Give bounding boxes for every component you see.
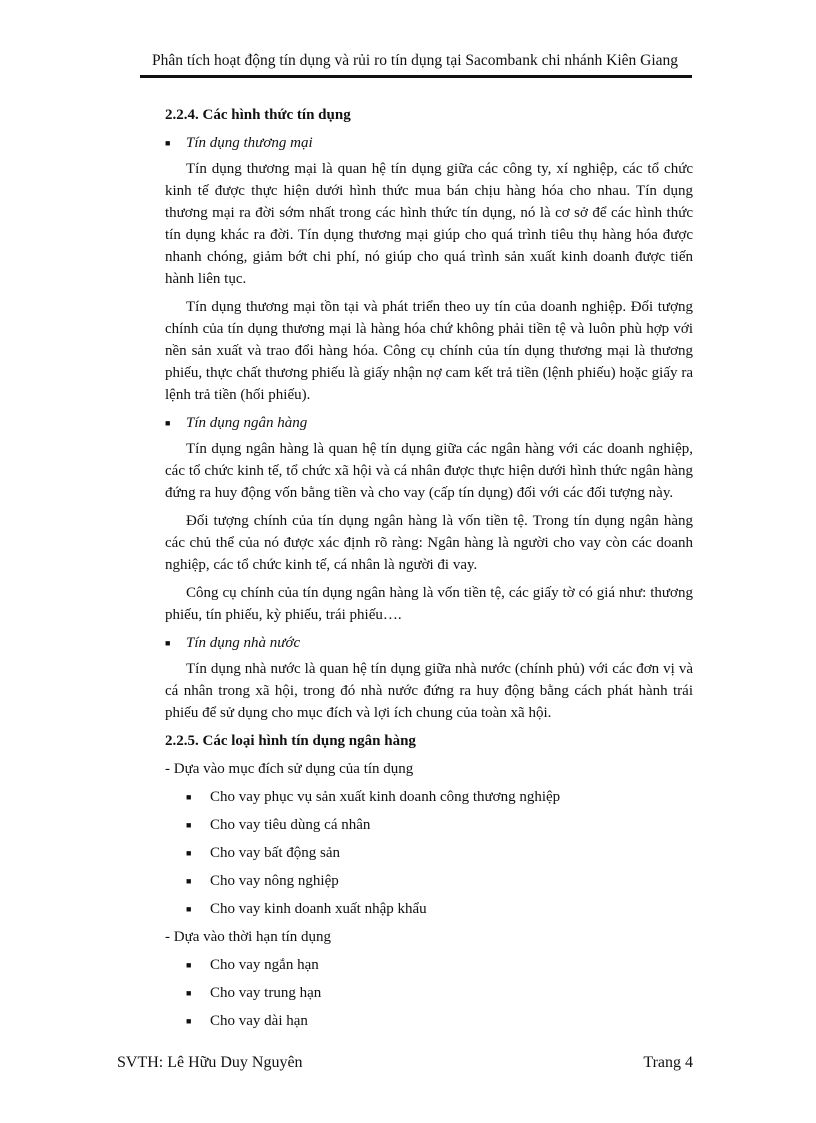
- square-bullet-icon: ■: [186, 1016, 192, 1026]
- footer-page-number: Trang 4: [643, 1054, 693, 1071]
- group-label: - Dựa vào mục đích sử dụng của tín dụng: [165, 761, 414, 777]
- subsection-title: Tín dụng ngân hàng: [186, 415, 308, 431]
- footer-author: SVTH: Lê Hữu Duy Nguyên: [117, 1054, 303, 1071]
- list-item-text: Cho vay ngắn hạn: [210, 957, 319, 973]
- header-rule: [140, 75, 692, 78]
- square-bullet-icon: ■: [186, 988, 192, 998]
- square-bullet-icon: ■: [186, 792, 192, 802]
- list-item: [186, 982, 693, 1004]
- list-item-text: Cho vay tiêu dùng cá nhân: [210, 817, 371, 833]
- section-heading-224: 2.2.4. Các hình thức tín dụng: [165, 107, 351, 123]
- list-item: [186, 814, 693, 836]
- square-bullet-icon: ■: [186, 820, 192, 830]
- paragraph: Tín dụng nhà nước là quan hệ tín dụng giữa nhà nước (chính phủ) với các đơn vị và cá nhân trong xã hội, trong đó nhà nước đứng ra huy động bằng cách phát hành trái phiếu để sử dụng cho mục đích và lợi ích chung của toàn xã hội.: [165, 661, 693, 721]
- page-content: [165, 100, 693, 1038]
- page-footer: [117, 1054, 693, 1072]
- list-item-text: Cho vay trung hạn: [210, 985, 322, 1001]
- paragraph: Công cụ chính của tín dụng ngân hàng là vốn tiền tệ, các giấy tờ có giá như: thương phiếu, tín phiếu, kỳ phiếu, trái phiếu….: [165, 585, 693, 623]
- paragraph: Tín dụng ngân hàng là quan hệ tín dụng giữa các ngân hàng với các doanh nghiệp, các tổ chức kinh tế, tổ chức xã hội và cá nhân được thực hiện dưới hình thức ngân hàng đứng ra huy động vốn bằng tiền và cho vay (cấp tín dụng) đối với các đối tượng này.: [165, 441, 693, 501]
- list-item: [186, 954, 693, 976]
- list-item: [186, 898, 693, 920]
- list-item-text: Cho vay nông nghiệp: [210, 873, 339, 889]
- list-item: [186, 786, 693, 808]
- subsection-title: Tín dụng nhà nước: [186, 635, 301, 651]
- list-item-text: Cho vay bất động sản: [210, 845, 340, 861]
- group-label: - Dựa vào thời hạn tín dụng: [165, 929, 332, 945]
- list-item-text: Cho vay phục vụ sản xuất kinh doanh công thương nghiệp: [210, 789, 561, 805]
- list-item: [186, 870, 693, 892]
- square-bullet-icon: ■: [186, 904, 192, 914]
- list-item: [186, 842, 693, 864]
- list-item-text: Cho vay dài hạn: [210, 1013, 308, 1029]
- bullet-item: [165, 412, 693, 434]
- subsection-title: Tín dụng thương mại: [186, 135, 313, 151]
- square-bullet-icon: ■: [165, 418, 171, 428]
- paragraph: Tín dụng thương mại tồn tại và phát triển theo uy tín của doanh nghiệp. Đối tượng chính của tín dụng thương mại là hàng hóa chứ không phải tiền tệ và luôn phù hợp với nền sản xuất và trao đổi hàng hóa. Công cụ chính của tín dụng thương mại là thương phiếu, thực chất thương phiếu là giấy nhận nợ cam kết trả tiền (lệnh phiếu) hoặc giấy ra lệnh trả tiền (hối phiếu).: [165, 299, 693, 403]
- square-bullet-icon: ■: [186, 876, 192, 886]
- square-bullet-icon: ■: [186, 960, 192, 970]
- paragraph: Tín dụng thương mại là quan hệ tín dụng giữa các công ty, xí nghiệp, các tổ chức kinh tế được thực hiện dưới hình thức mua bán chịu hàng hóa cho nhau. Tín dụng thương mại ra đời sớm nhất trong các hình thức tín dụng, nó là cơ sở để các hình thức tín dụng khác ra đời. Tín dụng thương mại giúp cho quá trình tiêu thụ hàng hóa được nhanh chóng, giảm bớt chi phí, nó giúp cho quá trình sản xuất kinh doanh được tiến hành liên tục.: [165, 161, 693, 287]
- square-bullet-icon: ■: [165, 138, 171, 148]
- page-header: [140, 52, 690, 70]
- bullet-item: [165, 132, 693, 154]
- list-item: [186, 1010, 693, 1032]
- square-bullet-icon: ■: [165, 638, 171, 648]
- list-item-text: Cho vay kinh doanh xuất nhập khẩu: [210, 901, 427, 917]
- square-bullet-icon: ■: [186, 848, 192, 858]
- bullet-item: [165, 632, 693, 654]
- header-title: Phân tích hoạt động tín dụng và rủi ro tín dụng tại Sacombank chi nhánh Kiên Giang: [151, 52, 679, 69]
- section-heading-225: 2.2.5. Các loại hình tín dụng ngân hàng: [165, 733, 416, 749]
- paragraph: Đối tượng chính của tín dụng ngân hàng là vốn tiền tệ. Trong tín dụng ngân hàng các chủ thể của nó được xác định rõ ràng: Ngân hàng là người cho vay còn các doanh nghiệp, các tổ chức kinh tế, cá nhân là người đi vay.: [165, 513, 693, 573]
